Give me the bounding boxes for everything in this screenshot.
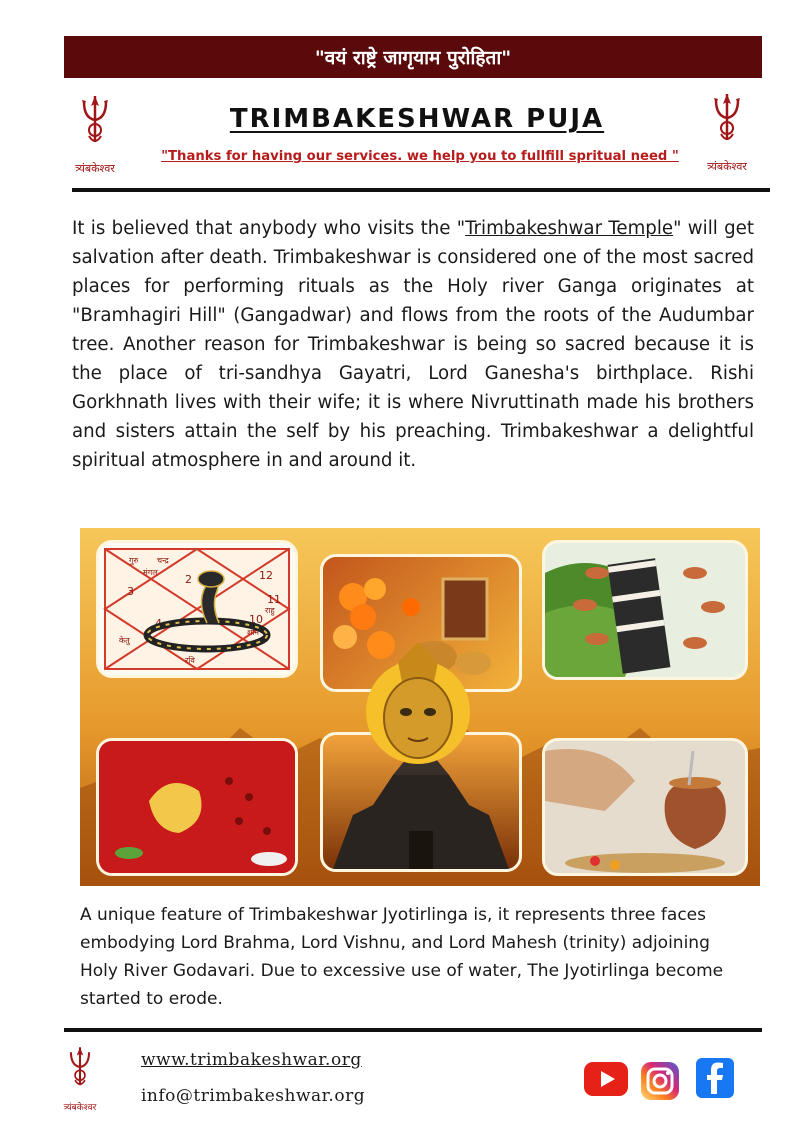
svg-text:त्र्यंबकेश्वर: त्र्यंबकेश्वर [707, 160, 747, 173]
jyotirlinga-paragraph: A unique feature of Trimbakeshwar Jyotirlinga is, it represents three faces embodying Lord Brahma, Lord Vishnu, and Lord Mahesh (trinity) adjoining Holy River Godavari. Due to excessive use of water, The Jyotirlinga become started to erode. [80, 905, 724, 1009]
svg-text:शनि: शनि [247, 628, 259, 637]
kalash-ritual-image [545, 741, 745, 873]
footer-divider [64, 1028, 762, 1032]
svg-text:राहु: राहु [265, 606, 275, 615]
trishul-logo-left [64, 92, 126, 182]
kundali-chart [99, 543, 295, 675]
svg-text:2: 2 [185, 573, 192, 586]
diya-ritual-image [545, 543, 745, 677]
svg-text:त्र्यंबकेश्वर: त्र्यंबकेश्वर [75, 162, 115, 175]
instagram-icon[interactable] [641, 1062, 679, 1100]
svg-text:गुरु: गुरु [129, 556, 139, 565]
trishul-logo-footer [52, 1044, 108, 1118]
puja-collage [80, 528, 760, 886]
trishul-icon [52, 1044, 108, 1118]
golden-deity-face-image [358, 642, 478, 772]
youtube-icon[interactable] [584, 1062, 628, 1096]
svg-text:रवि: रवि [185, 656, 195, 665]
diya-ritual-tile [542, 540, 748, 680]
svg-text:चन्द्र: चन्द्र [157, 556, 169, 565]
intro-text-start: It is believed that anybody who visits the " [72, 218, 466, 239]
email-link[interactable]: info@trimbakeshwar.org [141, 1086, 366, 1106]
svg-text:केतु: केतु [119, 636, 130, 645]
trimbakeshwar-temple-link[interactable]: Trimbakeshwar Temple [465, 218, 674, 239]
trishul-icon [64, 92, 126, 182]
red-cloth-puja-tile [96, 738, 298, 876]
facebook-icon[interactable] [696, 1058, 734, 1098]
kundali-chart-tile [96, 540, 298, 678]
instagram-icon-svg [641, 1062, 679, 1100]
svg-text:11: 11 [267, 593, 281, 606]
svg-text:12: 12 [259, 569, 273, 582]
motto-banner [64, 36, 762, 78]
facebook-icon-svg [696, 1058, 734, 1098]
svg-text:4: 4 [155, 617, 162, 630]
tagline: "Thanks for having our services. we help you to fullfill spritual need " [161, 149, 679, 164]
trishul-icon [696, 90, 758, 180]
trishul-logo-right [696, 90, 758, 180]
intro-text-rest: " will get salvation after death. Trimbakeshwar is considered one of the most sacred places for performing rituals as the Holy river Ganga originates at "Bramhagiri Hill" (Gangadwar) and flows from the roots of the Audumbar tree. Another reason for Trimbakeshwar is being so sacred because it is the place of tri-sandhya Gayatri, Lord Ganesha's birthplace. Rishi Gorkhnath lives with their wife; it is where Nivruttinath made his brothers and sisters attain the self by his preaching. Trimbakeshwar a delightful spiritual atmosphere in and around it. [72, 218, 754, 471]
header-divider [72, 188, 770, 192]
svg-text:मंगल: मंगल [143, 568, 158, 577]
golden-mukhota [358, 642, 478, 772]
red-cloth-puja-image [99, 741, 295, 873]
svg-text:त्र्यंबकेश्वर: त्र्यंबकेश्वर [63, 1102, 97, 1113]
motto-text: "वयं राष्ट्रे जागृयाम पुरोहिता" [314, 47, 512, 69]
intro-paragraph [72, 214, 754, 475]
svg-text:10: 10 [249, 613, 263, 626]
page-title: TRIMBAKESHWAR PUJA [229, 104, 605, 134]
kalash-ritual-tile [542, 738, 748, 876]
youtube-icon-svg [584, 1062, 628, 1096]
svg-text:3: 3 [127, 585, 134, 598]
website-link[interactable]: www.trimbakeshwar.org [141, 1050, 362, 1070]
